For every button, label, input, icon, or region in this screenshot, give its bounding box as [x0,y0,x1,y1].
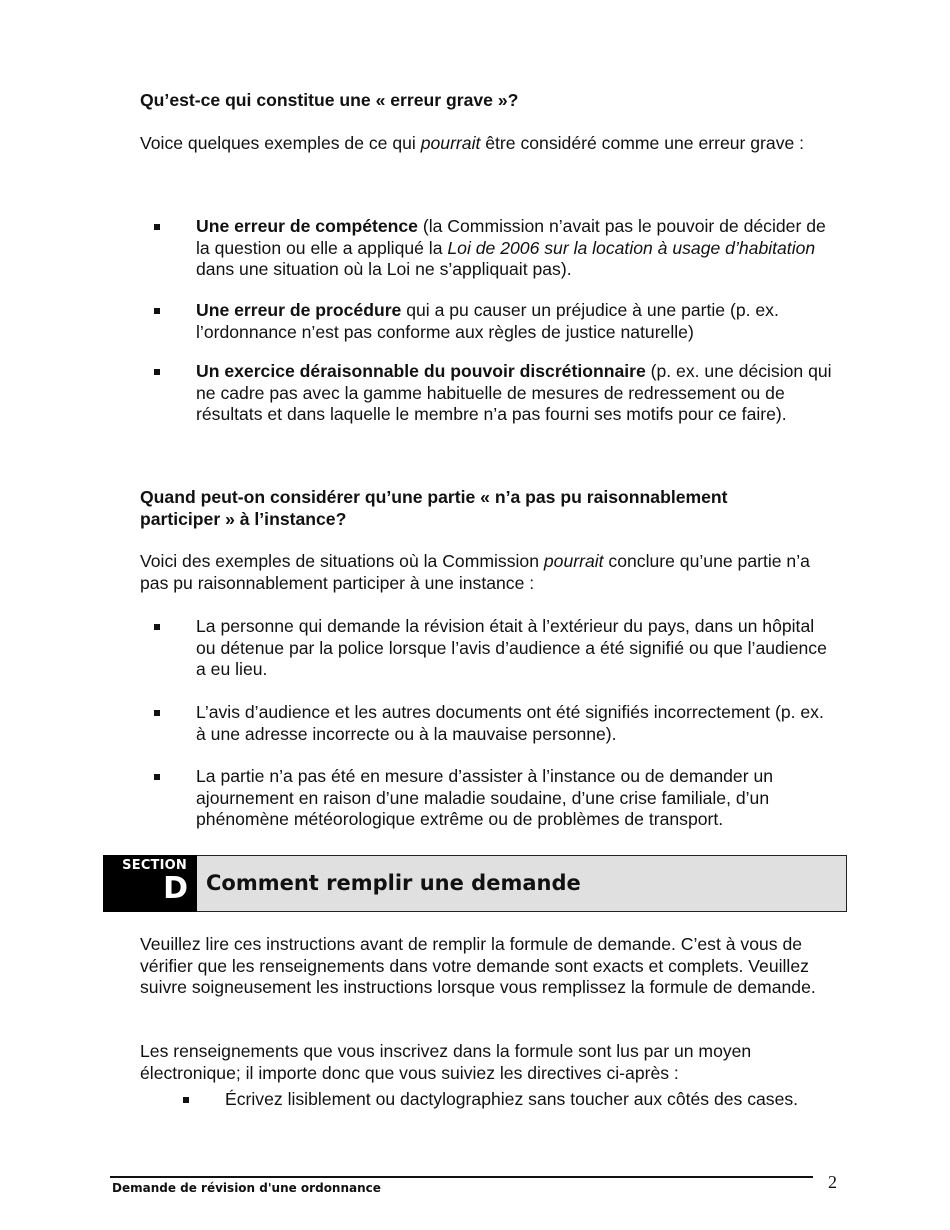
section-letter: D [163,871,188,906]
intro-reasonable-participation: Voici des exemples de situations où la Commission pourrait conclure qu’une partie n’a pas pu raisonnablement participer à une instance : [140,551,810,593]
footer-document-title: Demande de révision d'une ordonnance [112,1181,381,1195]
list-item [196,702,836,745]
page-number: 2 [828,1172,837,1192]
bullet-square-icon [154,710,160,716]
list-item: Une erreur de compétence (la Commission n’avait pas le pouvoir de décider de la question ou elle a appliqué la Loi de 2006 sur la location à usage d’habitation dans une situation où la Loi ne s’appliquait pas). [196,216,836,281]
list-item: Écrivez lisiblement ou dactylographiez sans toucher aux côtés des cases. [225,1089,840,1111]
bullet-square-icon [154,308,160,314]
bullet-square-icon [154,624,160,630]
section-title: Comment remplir une demande [206,871,581,895]
list-item-text: La partie n’a pas été en mesure d’assister à l’instance ou de demander un ajournement en raison d’une maladie soudaine, d’une crise familiale, d’un phénomène météorologique extrême ou de problèmes de transport. [196,766,774,829]
list-item-text: L’avis d’audience et les autres documents ont été signifiés incorrectement (p. ex. à une adresse incorrecte ou à la mauvaise personne). [196,702,824,744]
bullet-square-icon [183,1097,189,1103]
footer-rule [110,1176,813,1178]
heading-serious-error: Qu’est-ce qui constitue une « erreur grave »? [140,90,519,110]
section-title-bar [197,855,847,912]
section-d-header [103,855,848,912]
section-badge [103,855,197,912]
list-item [196,616,836,681]
heading-reasonable-participation: Quand peut-on considérer qu’une partie « n’a pas pu raisonnablement participer » à l’instance? [140,487,728,529]
section-label: SECTION [122,858,187,873]
list-item: Un exercice déraisonnable du pouvoir discrétionnaire (p. ex. une décision qui ne cadre pas avec la gamme habituelle de mesures de redressement ou de résultats et dans laquelle le membre n’a pas fourni ses motifs pour ce faire). [196,361,836,426]
list-item [196,766,836,831]
intro-serious-error: Voice quelques exemples de ce qui pourrait être considéré comme une erreur grave : [140,133,805,153]
bullet-square-icon [154,224,160,230]
instructions-paragraph: Veuillez lire ces instructions avant de remplir la formule de demande. C’est à vous de vérifier que les renseignements dans votre demande sont exacts et complets. Veuillez suivre soigneusement les instructions lorsque vous remplissez la formule de demande. [140,934,816,997]
list-item: Une erreur de procédure qui a pu causer un préjudice à une partie (p. ex. l’ordonnance n’est pas conforme aux règles de justice naturelle) [196,300,836,343]
electronic-reading-paragraph: Les renseignements que vous inscrivez dans la formule sont lus par un moyen électronique; il importe donc que vous suiviez les directives ci-après : [140,1041,752,1083]
bullet-square-icon [154,369,160,375]
bullet-square-icon [154,774,160,780]
list-item-text: La personne qui demande la révision était à l’extérieur du pays, dans un hôpital ou détenue par la police lorsque l’avis d’audience a été signifié ou que l’audience a eu lieu. [196,616,827,679]
